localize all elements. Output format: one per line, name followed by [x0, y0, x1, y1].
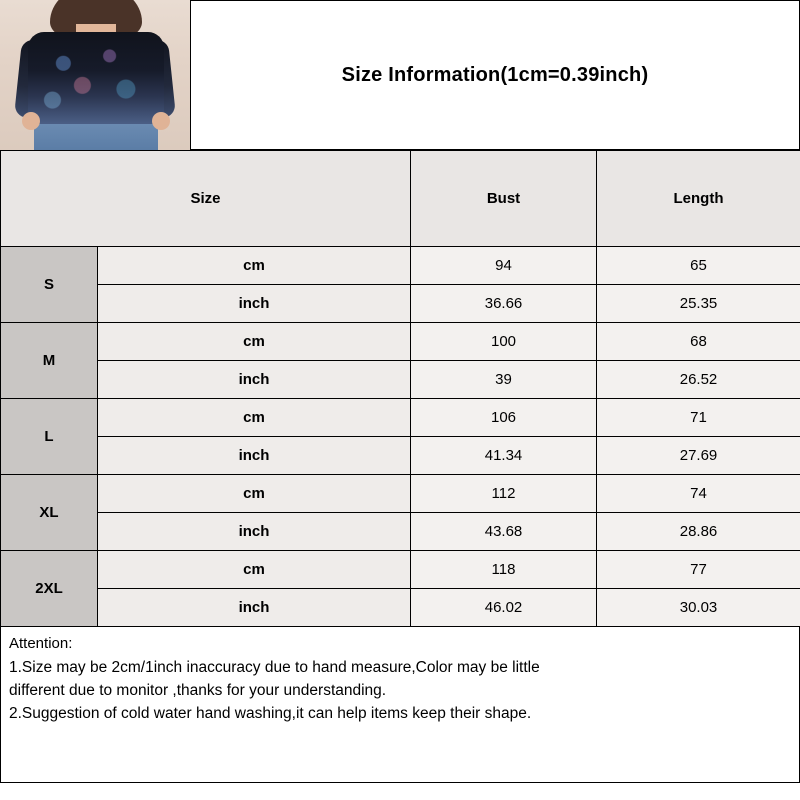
header-row [0, 0, 800, 150]
bust-cm: 106 [411, 399, 597, 437]
table-row [1, 513, 800, 551]
model-right-hand [152, 112, 170, 130]
attention-line-1b: different due to monitor ,thanks for your understanding. [9, 681, 387, 699]
unit-cm: cm [98, 475, 411, 513]
table-row [1, 399, 800, 437]
size-table [0, 150, 800, 627]
table-row [1, 323, 800, 361]
length-inch: 30.03 [597, 589, 800, 627]
column-header-length: Length [597, 151, 800, 247]
product-garment [28, 32, 164, 124]
length-inch: 26.52 [597, 361, 800, 399]
length-cm: 74 [597, 475, 800, 513]
table-header-row [1, 151, 800, 247]
size-label-xl: XL [1, 475, 98, 551]
bust-inch: 41.34 [411, 437, 597, 475]
bust-cm: 100 [411, 323, 597, 361]
attention-line-1a: 1.Size may be 2cm/1inch inaccuracy due to hand measure,Color may be little [9, 658, 540, 676]
table-row [1, 437, 800, 475]
size-label-m: M [1, 323, 98, 399]
size-label-2xl: 2XL [1, 551, 98, 627]
unit-inch: inch [98, 285, 411, 323]
column-header-bust: Bust [411, 151, 597, 247]
bust-inch: 36.66 [411, 285, 597, 323]
table-row [1, 475, 800, 513]
bust-cm: 94 [411, 247, 597, 285]
unit-cm: cm [98, 551, 411, 589]
unit-inch: inch [98, 513, 411, 551]
unit-inch: inch [98, 589, 411, 627]
length-inch: 27.69 [597, 437, 800, 475]
length-cm: 77 [597, 551, 800, 589]
page-title: Size Information(1cm=0.39inch) [341, 63, 649, 86]
table-row [1, 589, 800, 627]
size-label-s: S [1, 247, 98, 323]
attention-line-2: 2.Suggestion of cold water hand washing,it can help items keep their shape. [9, 705, 532, 722]
length-inch: 28.86 [597, 513, 800, 551]
table-row [1, 285, 800, 323]
bust-cm: 118 [411, 551, 597, 589]
length-cm: 65 [597, 247, 800, 285]
header-title-cell [190, 0, 800, 150]
table-row [1, 361, 800, 399]
attention-heading: Attention: [9, 635, 73, 652]
size-label-l: L [1, 399, 98, 475]
unit-cm: cm [98, 323, 411, 361]
table-row [1, 551, 800, 589]
product-photo [0, 0, 190, 150]
bust-inch: 46.02 [411, 589, 597, 627]
length-cm: 71 [597, 399, 800, 437]
length-inch: 25.35 [597, 285, 800, 323]
unit-cm: cm [98, 247, 411, 285]
unit-cm: cm [98, 399, 411, 437]
unit-inch: inch [98, 437, 411, 475]
bust-inch: 43.68 [411, 513, 597, 551]
unit-inch: inch [98, 361, 411, 399]
bust-inch: 39 [411, 361, 597, 399]
column-header-size: Size [1, 151, 411, 247]
model-left-hand [22, 112, 40, 130]
length-cm: 68 [597, 323, 800, 361]
bust-cm: 112 [411, 475, 597, 513]
attention-block [0, 627, 800, 783]
table-row [1, 247, 800, 285]
